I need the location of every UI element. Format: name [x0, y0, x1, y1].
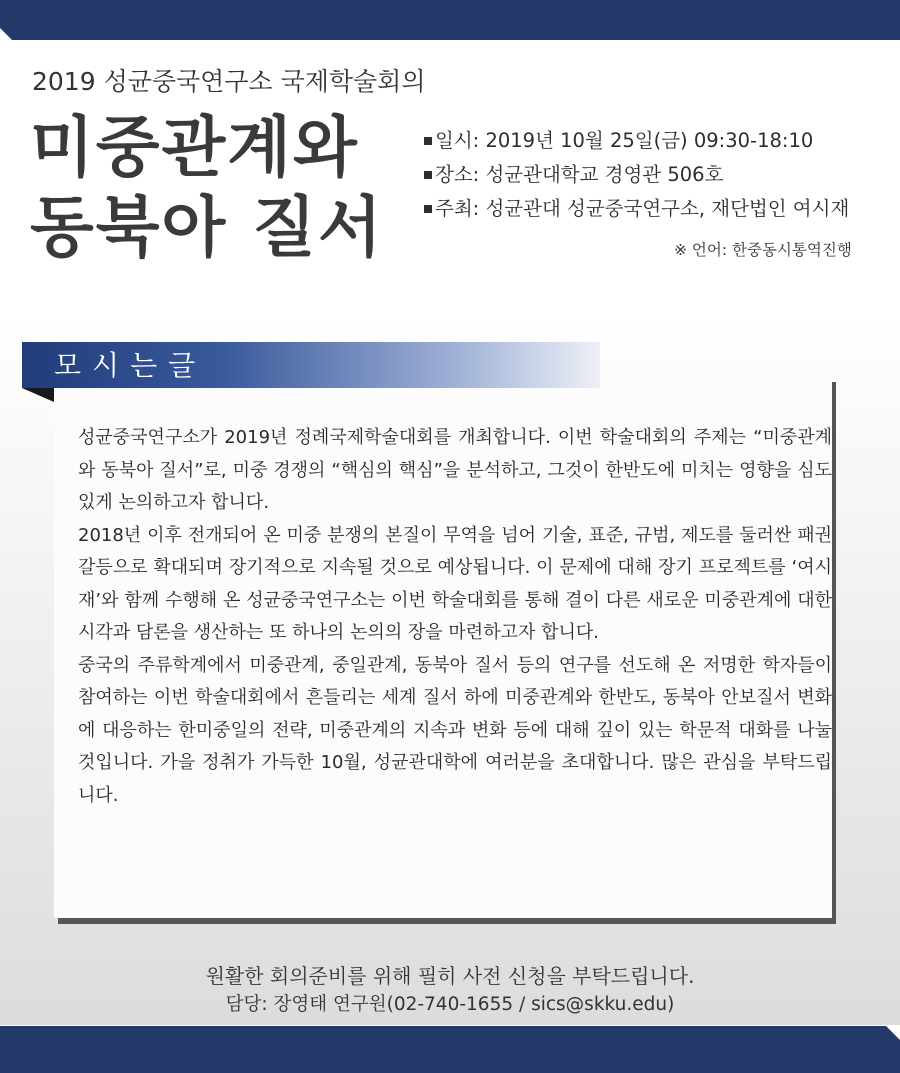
invitation-paragraph: 중국의 주류학계에서 미중관계, 중일관계, 동북아 질서 등의 연구를 선도해 온 저명한 학자들이 참여하는 이번 학술대회에서 흔들리는 세계 질서 하에 미중관계와 한반도, 동북아 안보질서 변화에 대응하는 한미중일의 전략, 미중관계의 지속과 변화 등에 대해 깊이 있는 학문적 대화를 나눌 것입니다. 가을 정취가 가득한 10월, 성균관대학에 여러분을 초대합니다. 많은 관심을 부탁드립니다. [78, 654, 832, 806]
contact-info: 담당: 장영태 연구원(02-740-1655 / sics@skku.edu) [225, 994, 675, 1015]
event-subtitle: 2019 성균중국연구소 국제학술회의 [32, 67, 426, 96]
title-line-2: 동북아 질서 [30, 189, 384, 266]
registration-notice: 원활한 회의준비를 위해 필히 사전 신청을 부탁드립니다. [205, 964, 695, 988]
title-line-1: 미중관계와 [30, 109, 359, 186]
square-bullet-icon [424, 137, 432, 145]
invitation-paragraph: 2018년 이후 전개되어 온 미중 분쟁의 본질이 무역을 넘어 기술, 표준, 규범, 제도를 둘러싼 패권 갈등으로 확대되며 장기적으로 지속될 것으로 예상됩니다. 이 문제에 대해 장기 프로젝트를 ‘여시재’와 함께 수행해 온 성균중국연구소는 이번 학술대회를 통해 결이 다른 새로운 미중관계에 대한 시각과 담론을 생산하는 또 하나의 논의의 장을 마련하고자 합니다. [78, 524, 832, 643]
invitation-paragraph: 성균중국연구소가 2019년 정례국제학술대회를 개최합니다. 이번 학술대회의 주제는 “미중관계와 동북아 질서”로, 미중 경쟁의 “핵심의 핵심”을 분석하고, 그것이 한반도에 미치는 영향을 심도 있게 논의하고자 합니다. [78, 427, 832, 513]
square-bullet-icon [424, 205, 432, 213]
info-date-text: 일시: 2019년 10월 25일(금) 09:30-18:10 [435, 129, 814, 152]
info-venue [424, 160, 849, 194]
info-host-text: 주최: 성균관대 성균중국연구소, 재단법인 여시재 [435, 197, 850, 220]
info-date [424, 126, 849, 160]
language-note: ※ 언어: 한중동시통역진행 [674, 241, 852, 259]
info-host [424, 194, 849, 228]
event-title [30, 108, 384, 268]
event-info-list [424, 126, 849, 228]
info-venue-text: 장소: 성균관대학교 경영관 506호 [435, 163, 724, 186]
square-bullet-icon [424, 171, 432, 179]
top-decorative-band [0, 0, 900, 40]
invitation-body [78, 422, 832, 812]
bottom-decorative-band [0, 1026, 900, 1073]
invitation-heading: 모시는글 [54, 349, 207, 382]
